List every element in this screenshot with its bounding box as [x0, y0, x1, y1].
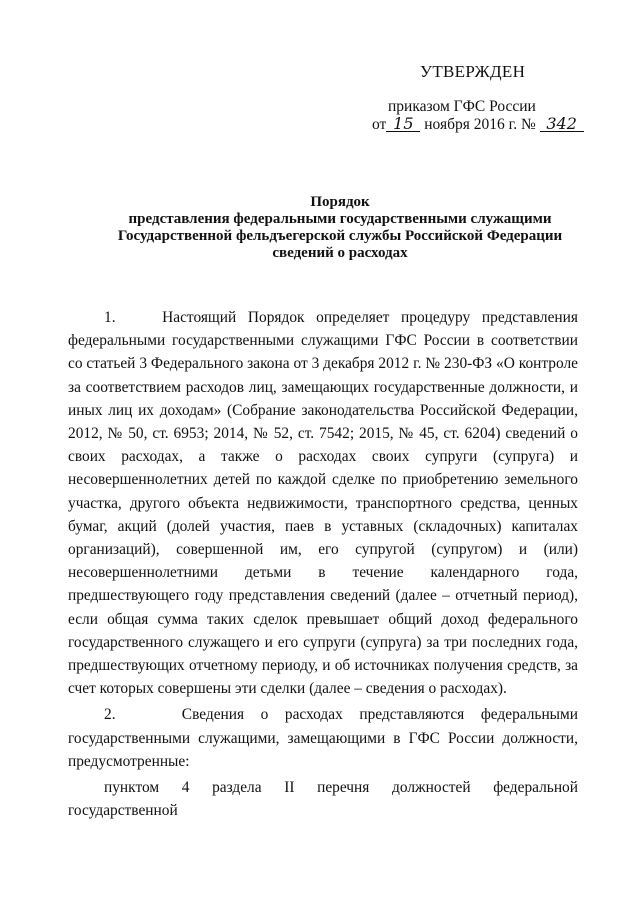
- paragraph-2: 2. Сведения о расходах представляются федеральными государственными служащими, замещающими в ГФС России должности, предусмотренные:: [68, 706, 578, 770]
- date-month-year: ноября 2016 г. №: [424, 116, 536, 133]
- date-prefix: от: [372, 116, 387, 133]
- title-line-2: представления федеральными государственными служащими: [128, 211, 552, 227]
- title-line-1: Порядок: [310, 194, 370, 210]
- handwritten-order-number: 342: [540, 116, 584, 132]
- approval-label: УТВЕРЖДЕН: [420, 62, 526, 81]
- handwritten-day: 15: [386, 116, 420, 132]
- title-line-4: сведений о расходах: [272, 245, 408, 261]
- paragraph-3: пунктом 4 раздела II перечня должностей федеральной государственной: [68, 779, 578, 820]
- document-body: [68, 306, 578, 822]
- document-title: [60, 194, 620, 262]
- approval-date-line: [372, 116, 584, 134]
- approval-order-line: приказом ГФС России: [388, 98, 536, 115]
- paragraph-1: 1. Настоящий Порядок определяет процедуру представления федеральными государственными служащими ГФС России в соответствии со статьей 3 Федерального закона от 3 декабря 2012 г. № 230-ФЗ «О контроле за соответствием расходов лиц, замещающих государственные должности, и иных лиц их доходам» (Собрание законодательства Российской Федерации, 2012, № 50, ст. 6953; 2014, № 52, ст. 7542; 2015, № 45, ст. 6204) сведений о своих расходах, а также о расходах своих супруги (супруга) и несовершеннолетних детей по каждой сделке по приобретению земельного участка, другого объекта недвижимости, транспортного средства, ценных бумаг, акций (долей участия, паев в уставных (складочных) капиталах организаций), совершенной им, его супругой (супругом) и (или) несовершеннолетними детьми в течение календарного года, предшествующего году представления сведений (далее – отчетный период), если общая сумма таких сделок превышает общий доход федерального государственного служащего и его супруги (супруга) за три последних года, предшествующих отчетному периоду, и об источниках получения средств, за счет которых совершены эти сделки (далее – сведения о расходах).: [68, 309, 578, 698]
- title-line-3: Государственной фельдъегерской службы Российской Федерации: [117, 228, 563, 244]
